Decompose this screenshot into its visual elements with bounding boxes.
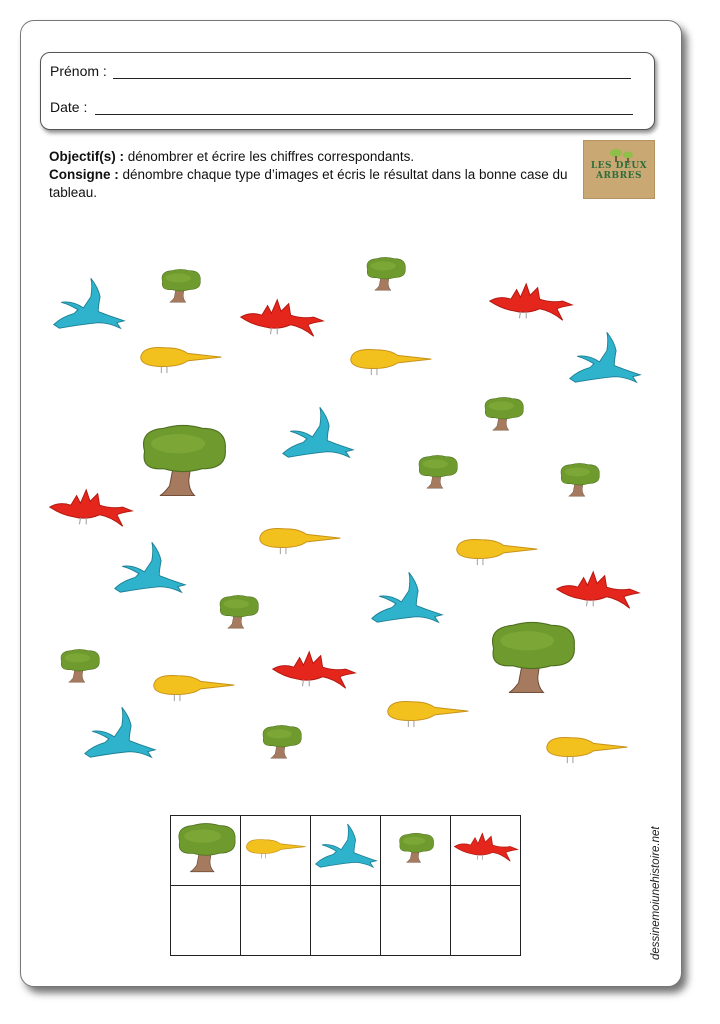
small-tree-image xyxy=(57,648,102,684)
date-field[interactable] xyxy=(50,99,633,115)
red-bird-image xyxy=(47,486,135,532)
blue-bird-image xyxy=(113,540,187,600)
small-tree-image xyxy=(216,594,261,630)
yellow-bird-image xyxy=(151,672,237,702)
yellow-bird-image xyxy=(454,536,540,566)
red-bird-image xyxy=(487,280,575,326)
header-cell-small-tree xyxy=(381,816,451,886)
header-cell-blue-bird xyxy=(311,816,381,886)
yellow-bird-image xyxy=(138,344,224,374)
answer-table xyxy=(170,815,521,956)
yellow-bird-image xyxy=(257,525,343,555)
blue-bird-image xyxy=(568,330,642,390)
consigne-text: dénombre chaque type d’images et écris le résultat dans la bonne case du tableau. xyxy=(49,167,568,200)
red-bird-image xyxy=(270,648,358,694)
blue-bird-icon xyxy=(314,821,378,875)
watermark: dessinemoiunehistoire.net xyxy=(650,826,662,960)
small-tree-image xyxy=(481,396,526,432)
table-answer-row xyxy=(171,886,521,956)
small-tree-image xyxy=(363,256,408,292)
small-tree-image xyxy=(158,268,203,304)
date-line[interactable] xyxy=(95,100,633,115)
yellow-bird-image xyxy=(385,698,471,728)
small-tree-icon xyxy=(396,832,436,864)
small-tree-image xyxy=(259,724,304,760)
big-tree-icon xyxy=(173,820,239,876)
header-cell-big-tree xyxy=(171,816,241,886)
yellow-bird-image xyxy=(544,734,630,764)
date-label: Date : xyxy=(50,99,88,115)
header-cell-yellow-bird xyxy=(241,816,311,886)
prenom-field[interactable] xyxy=(50,63,631,79)
big-tree-image xyxy=(484,618,580,698)
consigne-label: Consigne : xyxy=(49,167,119,182)
table-header-row xyxy=(171,816,521,886)
answer-cell-yellow-bird[interactable] xyxy=(241,886,311,956)
name-date-box xyxy=(40,52,655,130)
cover-title: LES DEUX ARBRES xyxy=(590,161,648,181)
blue-bird-image xyxy=(52,276,126,336)
red-bird-image xyxy=(554,568,642,614)
prenom-line[interactable] xyxy=(113,64,631,79)
objective-label: Objectif(s) : xyxy=(49,149,125,164)
header-cell-red-bird xyxy=(451,816,521,886)
answer-cell-blue-bird[interactable] xyxy=(311,886,381,956)
blue-bird-image xyxy=(370,570,444,630)
yellow-bird-image xyxy=(348,346,434,376)
prenom-label: Prénom : xyxy=(50,63,107,79)
red-bird-icon xyxy=(453,830,519,866)
instructions xyxy=(49,148,569,202)
answer-cell-small-tree[interactable] xyxy=(381,886,451,956)
blue-bird-image xyxy=(281,405,355,465)
red-bird-image xyxy=(238,296,326,342)
objective-text: dénombrer et écrire les chiffres correspondants. xyxy=(124,149,415,164)
answer-cell-red-bird[interactable] xyxy=(451,886,521,956)
small-tree-image xyxy=(557,462,602,498)
answer-cell-big-tree[interactable] xyxy=(171,886,241,956)
yellow-bird-icon xyxy=(245,836,307,860)
book-cover-image xyxy=(583,140,655,199)
blue-bird-image xyxy=(83,705,157,765)
small-tree-image xyxy=(415,454,460,490)
big-tree-image xyxy=(135,422,231,500)
